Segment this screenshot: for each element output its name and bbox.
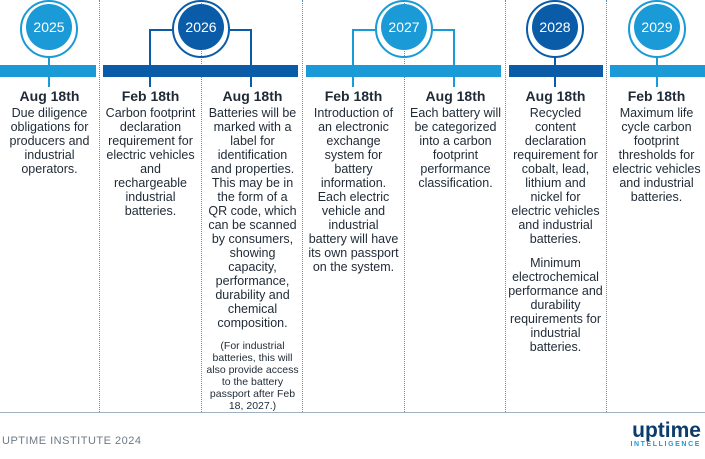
year-marker-stem bbox=[250, 29, 252, 66]
milestone-date: Aug 18th bbox=[222, 88, 283, 104]
milestone-date: Aug 18th bbox=[525, 88, 586, 104]
milestone-description: Recycled content declaration requirement for cobalt, lead, lithium and nickel for electric vehicles and industrial batteries. bbox=[511, 106, 600, 246]
year-marker-stem bbox=[656, 56, 658, 66]
timeline-tick bbox=[352, 77, 354, 87]
timeline-tick bbox=[554, 77, 556, 87]
milestone-description: Introduction of an electronic exchange system for battery information. Each electric vehicle and industrial battery will have its own passport on the system. bbox=[308, 106, 399, 274]
timeline-tick bbox=[149, 77, 151, 87]
column-divider bbox=[302, 0, 303, 412]
logo-subtitle: INTELLIGENCE bbox=[630, 441, 701, 448]
timeline-tick bbox=[250, 77, 252, 87]
column-divider bbox=[404, 0, 405, 412]
milestone-2025-aug bbox=[2, 88, 97, 176]
year-badge-2027: 2027 bbox=[381, 4, 427, 50]
timeline-tick bbox=[453, 77, 455, 87]
column-divider bbox=[606, 0, 607, 412]
milestone-date: Aug 18th bbox=[425, 88, 486, 104]
timeline-bar-2025 bbox=[0, 65, 96, 77]
milestone-2027-feb bbox=[306, 88, 401, 274]
footer-source: UPTIME INSTITUTE 2024 bbox=[2, 435, 142, 447]
year-badge-2029: 2029 bbox=[634, 4, 680, 50]
milestone-2028-aug bbox=[508, 88, 603, 354]
year-badge-2025: 2025 bbox=[26, 4, 72, 50]
milestone-2026-feb bbox=[103, 88, 198, 218]
year-marker-stem bbox=[149, 29, 151, 66]
milestone-description: Due diligence obligations for producers and industrial operators. bbox=[9, 106, 90, 176]
timeline-bar-2028 bbox=[509, 65, 603, 77]
timeline-bar-2029 bbox=[610, 65, 705, 77]
milestone-description: Carbon footprint declaration requirement for electric vehicles and rechargeable industrial batteries. bbox=[105, 106, 196, 218]
uptime-intelligence-logo bbox=[630, 421, 701, 448]
timeline-bar-2027 bbox=[306, 65, 501, 77]
timeline-tick bbox=[48, 77, 50, 87]
milestone-description-secondary: Minimum electrochemical performance and durability requirements for industrial batteries. bbox=[508, 256, 603, 354]
timeline-tick bbox=[656, 77, 658, 87]
milestone-description: Batteries will be marked with a label for identification and properties. This may be in the form of a QR code, which can be scanned by consumers, showing capacity, performance, durability and chemical composition. bbox=[208, 106, 297, 330]
year-badge-2028: 2028 bbox=[532, 4, 578, 50]
year-badge-2026: 2026 bbox=[178, 4, 224, 50]
milestone-2027-aug bbox=[408, 88, 503, 190]
milestone-date: Feb 18th bbox=[324, 88, 383, 104]
milestone-description: Maximum life cycle carbon footprint thresholds for electric vehicles and industrial batteries. bbox=[612, 106, 701, 204]
milestone-2026-aug bbox=[205, 88, 300, 412]
year-marker-stem bbox=[352, 29, 354, 66]
timeline-bar-2026 bbox=[103, 65, 298, 77]
milestone-date: Aug 18th bbox=[19, 88, 80, 104]
year-marker-stem bbox=[453, 29, 455, 66]
column-divider bbox=[201, 0, 202, 412]
logo-wordmark: uptime bbox=[632, 419, 701, 442]
year-connector bbox=[352, 29, 375, 31]
year-connector bbox=[433, 29, 454, 31]
year-marker-stem bbox=[554, 56, 556, 66]
milestone-date: Feb 18th bbox=[627, 88, 686, 104]
year-connector bbox=[149, 29, 172, 31]
milestone-date: Feb 18th bbox=[121, 88, 180, 104]
column-divider bbox=[99, 0, 100, 412]
milestone-note: (For industrial batteries, this will also provide access to the battery passport after Feb 18, 2027.) bbox=[206, 340, 299, 412]
column-divider bbox=[505, 0, 506, 412]
milestone-2029-feb bbox=[609, 88, 704, 204]
year-marker-stem bbox=[48, 56, 50, 66]
milestone-description: Each battery will be categorized into a carbon footprint performance classification. bbox=[410, 106, 502, 190]
footer-divider bbox=[0, 412, 705, 413]
year-connector bbox=[230, 29, 251, 31]
